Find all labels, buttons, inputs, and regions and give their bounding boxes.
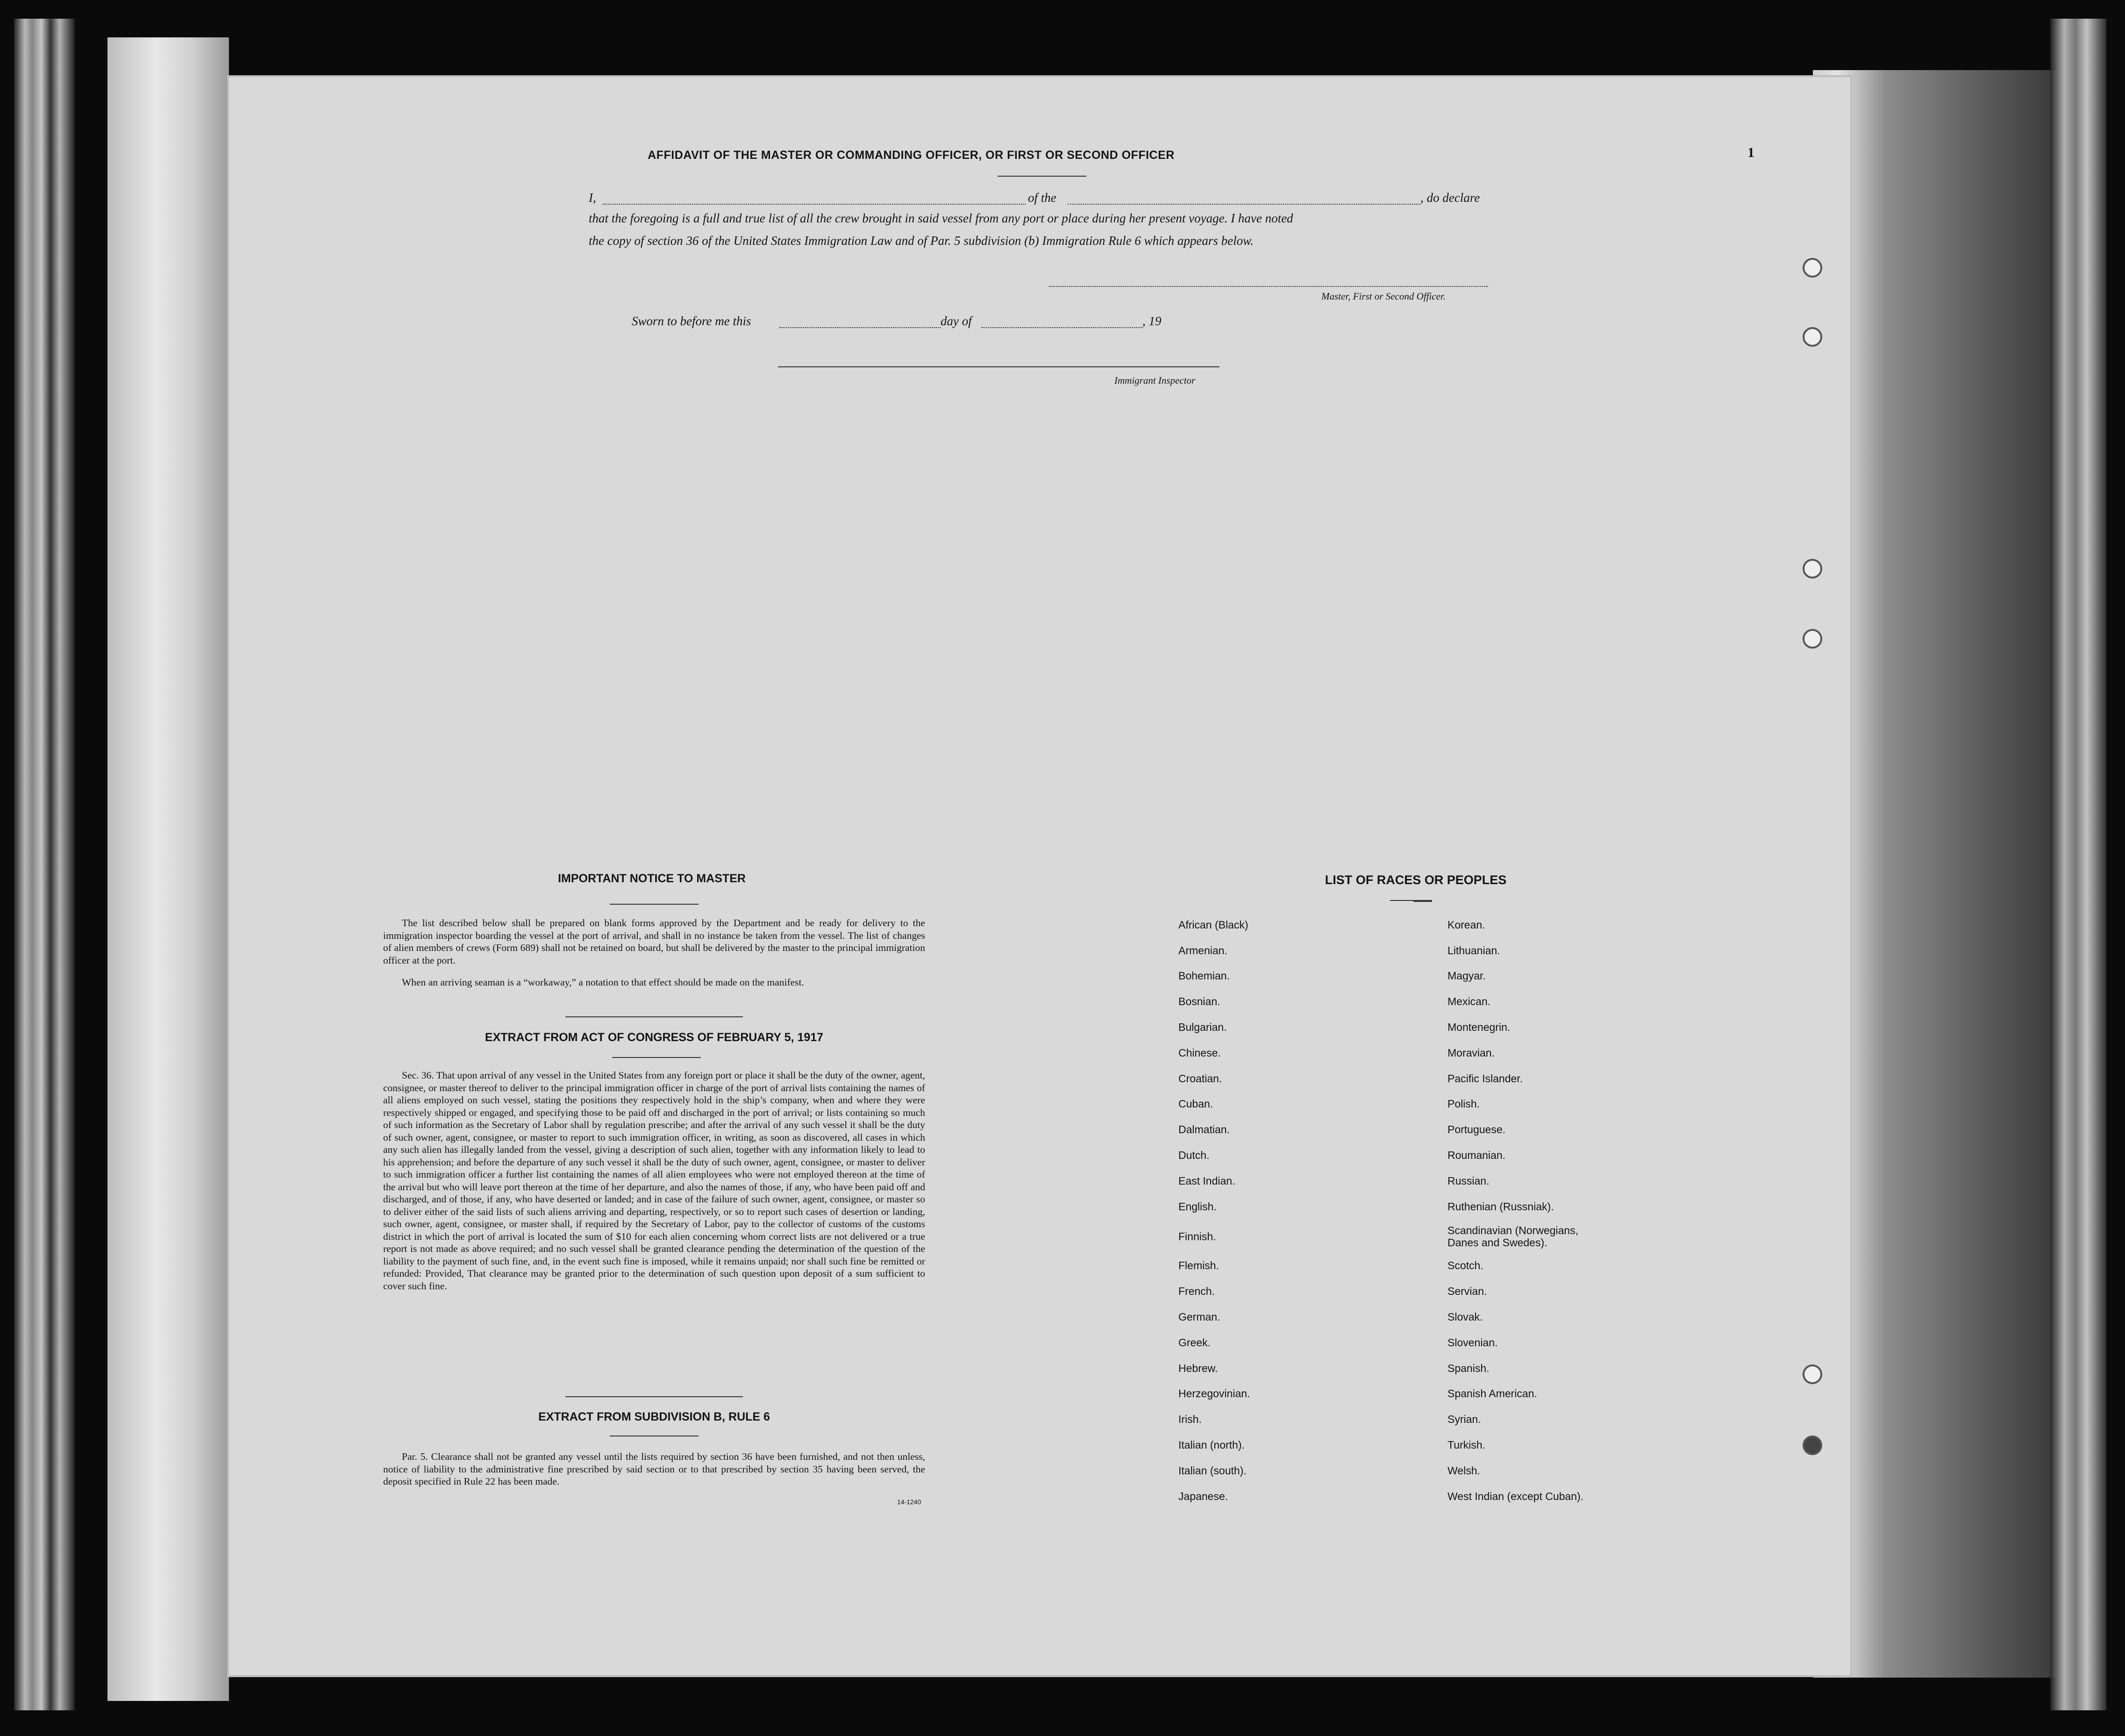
race-label: French. xyxy=(1178,1285,1215,1298)
race-label: Turkish. xyxy=(1448,1439,1485,1451)
race-item xyxy=(1178,912,1440,938)
vessel-name-field[interactable] xyxy=(1068,204,1420,205)
race-label: Russian. xyxy=(1448,1174,1490,1187)
race-item xyxy=(1448,1040,1709,1066)
race-label: Cuban. xyxy=(1178,1098,1213,1110)
race-label: Herzegovinian. xyxy=(1178,1387,1250,1400)
race-item xyxy=(1448,1066,1709,1092)
race-item xyxy=(1448,1194,1709,1220)
race-item xyxy=(1448,1279,1709,1304)
declaration-line-2: that the foregoing is a full and true list of all the crew brought in said vessel from any port or place during her present voyage. I have noted xyxy=(589,211,1293,225)
race-label: Flemish. xyxy=(1178,1259,1219,1272)
race-label: Bulgarian. xyxy=(1178,1021,1227,1034)
binder-ring xyxy=(1803,1365,1822,1384)
race-item xyxy=(1178,1253,1440,1279)
race-item xyxy=(1178,1330,1440,1356)
race-label: Portuguese. xyxy=(1448,1123,1506,1136)
race-label: Montenegrin. xyxy=(1448,1021,1511,1034)
race-item xyxy=(1178,1194,1440,1220)
race-item xyxy=(1448,1168,1709,1194)
sworn-year-label: , 19 xyxy=(1142,314,1162,328)
race-label: Italian (north). xyxy=(1178,1439,1245,1451)
race-label: Irish. xyxy=(1178,1413,1202,1426)
race-item xyxy=(1448,1432,1709,1458)
act-extract-text: Sec. 36. That upon arrival of any vessel in the United States from any foreign port or place it shall be the duty of the owner, agent, consignee, or master thereof to deliver to the principal immigration officer in charge of the port of arrival lists containing the names of all aliens employed on such vessel, stating the positions they respectively hold in the ship’s company, when and where they were respectively shipped or engaged, and specifying those to be paid off and discharged in the port of arrival; or lists containing so much of such information as the Secretary of Labor shall by regulation prescribe; and after the arrival of any such vessel it shall be the duty of such owner, agent, consignee, or master to report to such immigration officer, in writing, as soon as discovered, all cases in which any such alien has illegally landed from the vessel, giving a description of such alien, together with any information likely to lead to his apprehension; and before the departure of any such vessel it shall be the duty of such owner, agent, consignee, or master to deliver to such immigration officer a further list containing the names of all alien employees who were not employed thereon at the time of the arrival but who will leave port thereon at the time of her departure, and also the names of those, if any, who have been paid off and discharged, and of those, if any, who have deserted or landed; and in case of the failure of such owner, agent, consignee, or master so to deliver either of the said lists of such aliens arriving and departing, respectively, or so to report such cases of desertion or landing, such owner, agent, consignee, or master shall, if required by the Secretary of Labor, pay to the collector of customs of the customs district in which the port of arrival is located the sum of $10 for each alien concerning whom correct lists are not delivered or a true report is not made as above required; and no such vessel shall be granted clearance pending the determination of the question of the liability to the payment of such fine, and, in the event such fine is imposed, while it remains unpaid; nor shall such fine be remitted or refunded: Provided, That clearance may be granted prior to the determination of such question upon deposit of a sum sufficient to cover such fine. xyxy=(383,1070,926,1292)
race-label: West Indian (except Cuban). xyxy=(1448,1490,1584,1502)
race-item xyxy=(1448,1330,1709,1356)
race-item xyxy=(1448,1143,1709,1168)
race-item xyxy=(1178,1279,1440,1304)
race-label: Dalmatian. xyxy=(1178,1123,1230,1136)
race-item xyxy=(1178,1458,1440,1484)
race-label: Mexican. xyxy=(1448,995,1491,1008)
races-title: LIST OF RACES OR PEOPLES xyxy=(1325,873,1507,887)
race-item xyxy=(1178,1381,1440,1407)
rule-extract-text: Par. 5. Clearance shall not be granted any vessel until the lists required by section 36 have been furnished, and not then unless, notice of liability to the administrative fine prescribed by said section or to that prescribed by section 35 having been served, the deposit specified in Rule 22 has been made. xyxy=(383,1451,925,1487)
act-extract-underline xyxy=(612,1057,701,1058)
race-item xyxy=(1448,1458,1709,1484)
race-item xyxy=(1448,964,1709,989)
race-label: Syrian. xyxy=(1448,1413,1481,1426)
race-item xyxy=(1178,1066,1440,1092)
declaration-line-1-mid: of the xyxy=(1028,191,1056,205)
declaration-line-3: the copy of section 36 of the United States Immigration Law and of Par. 5 subdivision (b) Immigration Rule 6 which appears below. xyxy=(589,234,1254,248)
notice-paragraph-2: When an arriving seaman is a “workaway,” a notation to that effect should be made on the manifest. xyxy=(402,977,804,988)
notice-title: IMPORTANT NOTICE TO MASTER xyxy=(558,872,746,885)
race-label: Spanish. xyxy=(1448,1362,1490,1374)
race-label: English. xyxy=(1178,1200,1217,1213)
sworn-prefix: Sworn to before me this xyxy=(632,314,751,328)
binder-ring xyxy=(1803,629,1822,649)
race-item xyxy=(1178,1432,1440,1458)
film-edge-right xyxy=(2050,19,2106,1710)
race-item xyxy=(1448,912,1709,938)
race-item xyxy=(1178,1143,1440,1168)
race-label: Japanese. xyxy=(1178,1490,1228,1502)
film-edge-left xyxy=(14,19,75,1710)
affidavit-title: AFFIDAVIT OF THE MASTER OR COMMANDING OFFICER, OR FIRST OR SECOND OFFICER xyxy=(648,149,1175,162)
race-item xyxy=(1178,989,1440,1014)
race-item xyxy=(1448,1407,1709,1432)
race-label: Bohemian. xyxy=(1178,970,1230,982)
race-label: Dutch. xyxy=(1178,1149,1210,1162)
officer-name-field[interactable] xyxy=(603,204,1026,205)
race-item xyxy=(1448,1220,1709,1253)
race-label: Polish. xyxy=(1448,1098,1480,1110)
races-left-column xyxy=(1178,912,1440,1509)
race-label: Welsh. xyxy=(1448,1464,1480,1477)
binder-ring xyxy=(1803,1436,1822,1455)
notice-paragraph-1: The list described below shall be prepared on blank forms approved by the Department and be ready for delivery to the immigration inspector boarding the vessel at the port of arrival, and shall in no instance be taken from the vessel. The list of changes of alien members of crews (Form 689) shall not be retained on board, but shall be delivered by the master to the principal immigration officer at the port. xyxy=(383,917,925,966)
race-label: Magyar. xyxy=(1448,970,1486,982)
race-item xyxy=(1178,1407,1440,1432)
race-item xyxy=(1448,1356,1709,1381)
race-label: Finnish. xyxy=(1178,1230,1216,1243)
title-underline xyxy=(998,176,1086,177)
race-item xyxy=(1448,989,1709,1014)
race-item xyxy=(1178,1040,1440,1066)
race-label: Roumanian. xyxy=(1448,1149,1506,1162)
section-divider xyxy=(565,1016,743,1017)
notice-underline xyxy=(610,904,699,905)
act-extract-title: EXTRACT FROM ACT OF CONGRESS OF FEBRUARY 5, 1917 xyxy=(485,1031,824,1044)
race-item xyxy=(1178,1014,1440,1040)
race-item xyxy=(1448,1092,1709,1117)
race-label: Armenian. xyxy=(1178,944,1227,957)
race-item xyxy=(1448,938,1709,964)
sworn-day-label: day of xyxy=(941,314,972,328)
race-label: Moravian. xyxy=(1448,1046,1495,1059)
race-item xyxy=(1448,1014,1709,1040)
page-number: 1 xyxy=(1747,145,1754,160)
race-label: Bosnian. xyxy=(1178,995,1220,1008)
race-label: Scandinavian (Norwegians, Danes and Swedes). xyxy=(1448,1224,1578,1249)
races-right-column xyxy=(1448,912,1709,1509)
race-label: Italian (south). xyxy=(1178,1464,1247,1477)
race-label: East Indian. xyxy=(1178,1174,1235,1187)
master-signature-line[interactable] xyxy=(1049,286,1488,287)
race-label: Chinese. xyxy=(1178,1046,1221,1059)
declaration-line-1-suffix: , do declare xyxy=(1420,191,1480,205)
race-item xyxy=(1178,938,1440,964)
race-label: Greek. xyxy=(1178,1336,1211,1349)
race-label: German. xyxy=(1178,1311,1220,1323)
sworn-date-field[interactable] xyxy=(779,327,941,328)
race-item xyxy=(1178,964,1440,989)
binder-ring xyxy=(1803,559,1822,579)
race-label: Pacific Islander. xyxy=(1448,1072,1523,1085)
race-item xyxy=(1448,1304,1709,1330)
form-number: 14-1240 xyxy=(897,1498,921,1506)
race-label: Lithuanian. xyxy=(1448,944,1500,957)
race-label: Scotch. xyxy=(1448,1259,1483,1272)
race-label: Ruthenian (Russniak). xyxy=(1448,1200,1554,1213)
race-label: Croatian. xyxy=(1178,1072,1222,1085)
underlying-sheet-left xyxy=(107,37,229,1701)
race-label: African (Black) xyxy=(1178,918,1248,931)
race-item xyxy=(1448,1381,1709,1407)
declaration-line-1-prefix: I, xyxy=(589,191,596,205)
race-item xyxy=(1448,1117,1709,1143)
inspector-label: Immigrant Inspector xyxy=(1114,375,1196,386)
race-item xyxy=(1178,1092,1440,1117)
race-item xyxy=(1178,1117,1440,1143)
binder-ring xyxy=(1803,327,1822,347)
races-underline xyxy=(1413,901,1432,902)
race-item xyxy=(1178,1168,1440,1194)
master-signature-label: Master, First or Second Officer. xyxy=(1321,291,1446,302)
race-label: Servian. xyxy=(1448,1285,1487,1298)
race-item xyxy=(1178,1484,1440,1509)
race-item xyxy=(1448,1253,1709,1279)
race-item xyxy=(1178,1220,1440,1253)
binder-ring xyxy=(1803,258,1822,278)
race-item xyxy=(1448,1484,1709,1509)
inspector-signature-line[interactable] xyxy=(778,366,1219,367)
race-item xyxy=(1178,1304,1440,1330)
rule-extract-title: EXTRACT FROM SUBDIVISION B, RULE 6 xyxy=(538,1410,770,1423)
race-item xyxy=(1178,1356,1440,1381)
sworn-month-field[interactable] xyxy=(981,327,1142,328)
section-divider xyxy=(565,1396,743,1397)
race-label: Korean. xyxy=(1448,918,1485,931)
race-label: Spanish American. xyxy=(1448,1387,1537,1400)
race-label: Hebrew. xyxy=(1178,1362,1218,1374)
race-label: Slovak. xyxy=(1448,1311,1483,1323)
race-label: Slovenian. xyxy=(1448,1336,1498,1349)
